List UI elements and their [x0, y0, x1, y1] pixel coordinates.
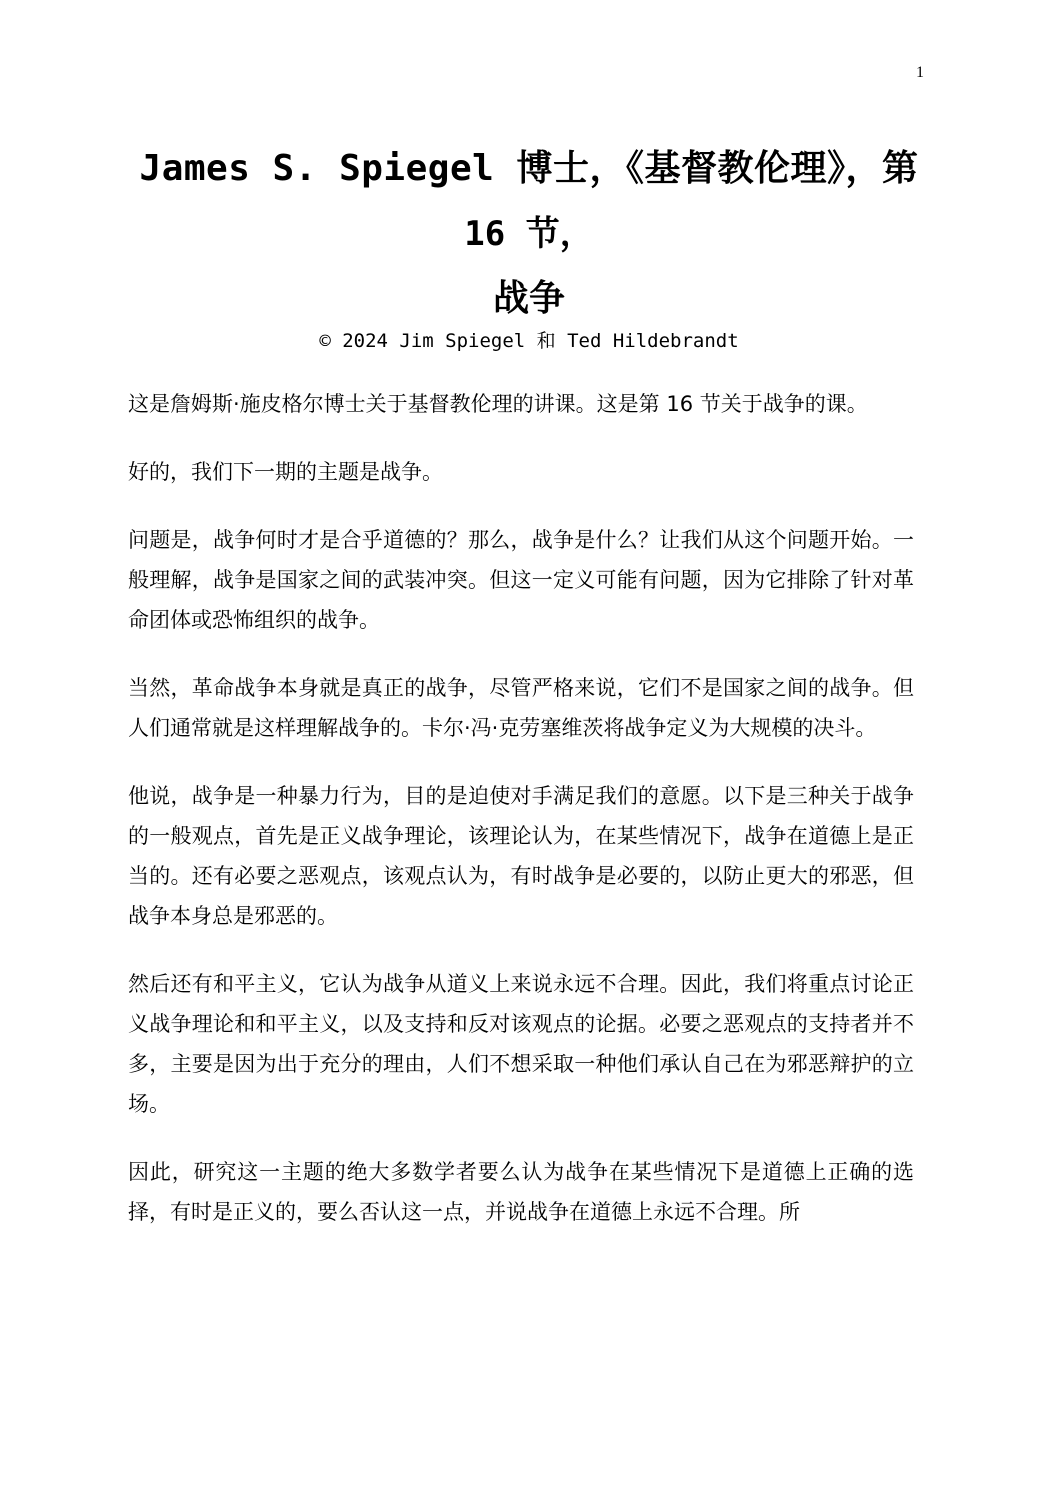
document-title-line-2: 16 节，	[464, 214, 594, 254]
paragraph-4: 当然，革命战争本身就是真正的战争，尽管严格来说，它们不是国家之间的战争。但人们通常就是这样理解战争的。卡尔·冯·克劳塞维茨将战争定义为大规模的决斗。	[128, 676, 914, 740]
paragraph-1: 这是詹姆斯·施皮格尔博士关于基督教伦理的讲课。这是第 16 节关于战争的课。	[128, 392, 868, 416]
body-text	[128, 384, 914, 1260]
paragraph-5: 他说，战争是一种暴力行为，目的是迫使对手满足我们的意愿。以下是三种关于战争的一般观点，首先是正义战争理论，该理论认为，在某些情况下，战争在道德上是正当的。还有必要之恶观点，该观点认为，有时战争是必要的，以防止更大的邪恶，但战争本身总是邪恶的。	[128, 784, 914, 928]
document-title-line-1: James S. Spiegel 博士，《基督教伦理》，第	[139, 148, 919, 189]
paragraph-7: 因此，研究这一主题的绝大多数学者要么认为战争在某些情况下是道德上正确的选择，有时是正义的，要么否认这一点，并说战争在道德上永远不合理。所	[128, 1160, 914, 1224]
page-number: 1	[916, 64, 924, 81]
document-title-line-3: 战争	[492, 278, 565, 319]
paragraph-3: 问题是，战争何时才是合乎道德的？那么，战争是什么？让我们从这个问题开始。一般理解，战争是国家之间的武装冲突。但这一定义可能有问题，因为它排除了针对革命团体或恐怖组织的战争。	[128, 528, 914, 632]
paragraph-2: 好的，我们下一期的主题是战争。	[128, 460, 443, 484]
paragraph-6: 然后还有和平主义，它认为战争从道义上来说永远不合理。因此，我们将重点讨论正义战争理论和和平主义，以及支持和反对该观点的论据。必要之恶观点的支持者并不多，主要是因为出于充分的理由，人们不想采取一种他们承认自己在为邪恶辩护的立场。	[128, 972, 914, 1116]
copyright-notice: © 2024 Jim Spiegel 和 Ted Hildebrandt	[319, 330, 739, 352]
